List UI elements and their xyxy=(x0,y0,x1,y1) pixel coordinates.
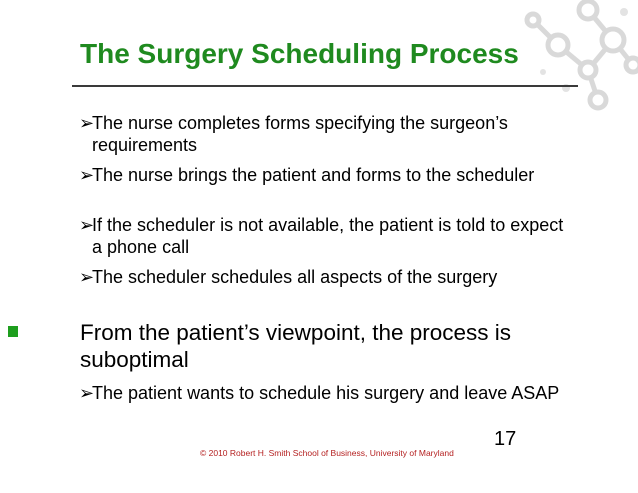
title-divider xyxy=(72,85,578,87)
sub-bullet-item xyxy=(79,214,572,258)
arrow-bullet-icon: ➢ xyxy=(79,267,95,287)
main-bullet-text: From the patient’s viewpoint, the process is suboptimal xyxy=(80,320,512,372)
page-number: 17 xyxy=(494,428,517,450)
sub-bullet-text: The scheduler schedules all aspects of the surgery xyxy=(92,267,498,287)
sub-bullet-item xyxy=(79,164,572,186)
main-bullet-item xyxy=(80,319,580,373)
sub-bullet-text: The nurse completes forms specifying the surgeon’s requirements xyxy=(92,113,508,155)
arrow-bullet-icon: ➢ xyxy=(79,113,95,133)
arrow-bullet-icon: ➢ xyxy=(79,165,95,185)
sub-bullet-item xyxy=(79,266,572,288)
arrow-bullet-icon: ➢ xyxy=(79,383,95,403)
slide-title: The Surgery Scheduling Process xyxy=(80,38,519,69)
square-bullet-icon xyxy=(8,326,18,337)
footer-copyright: © 2010 Robert H. Smith School of Business, University of Maryland xyxy=(200,448,454,458)
sub-bullet-item xyxy=(79,112,572,156)
arrow-bullet-icon: ➢ xyxy=(79,215,95,235)
sub-bullet-text: The patient wants to schedule his surgery and leave ASAP xyxy=(92,383,560,403)
sub-bullet-item xyxy=(79,382,572,404)
sub-bullet-text: If the scheduler is not available, the patient is told to expect a phone call xyxy=(92,215,564,257)
sub-bullet-text: The nurse brings the patient and forms to the scheduler xyxy=(92,165,535,185)
